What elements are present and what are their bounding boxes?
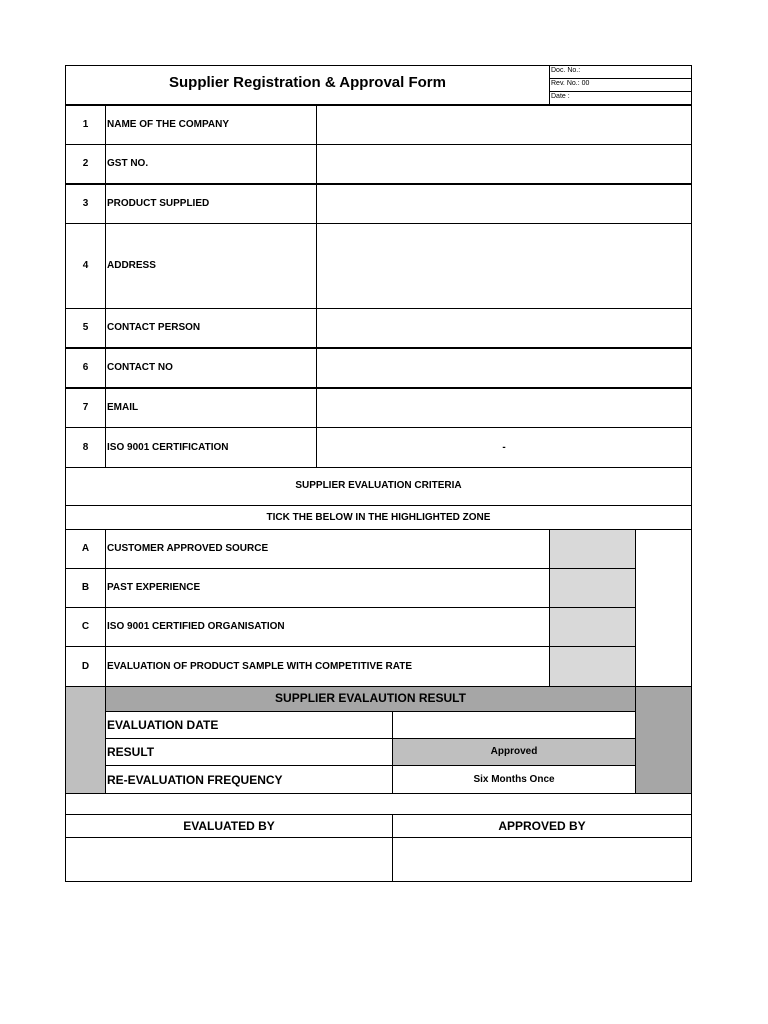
field-value-input[interactable] [316, 348, 692, 388]
criteria-label: PAST EXPERIENCE [107, 582, 201, 593]
field-value-input[interactable] [316, 427, 692, 468]
criteria-letter-cell [65, 607, 106, 647]
field-number-cell [65, 388, 106, 428]
criteria-letter-cell [65, 646, 106, 687]
criteria-label-cell [105, 568, 550, 608]
field-label-cell [105, 105, 317, 145]
field-label-cell [105, 427, 317, 468]
field-label: PRODUCT SUPPLIED [107, 198, 210, 209]
form-title: Supplier Registration & Approval Form [169, 74, 446, 91]
field-label: ADDRESS [107, 260, 156, 271]
criteria-tick-box[interactable] [549, 568, 636, 608]
result-heading: SUPPLIER EVALAUTION RESULT [275, 691, 466, 705]
result-value-input[interactable] [392, 738, 636, 766]
field-label: CONTACT NO [107, 362, 173, 373]
evaluated-by-signature-cell[interactable] [65, 837, 393, 882]
field-number: 8 [82, 441, 89, 453]
result-value-input[interactable] [392, 765, 636, 794]
criteria-label-cell [105, 646, 550, 687]
field-label-cell [105, 308, 317, 348]
result-label-cell [105, 765, 393, 794]
field-number: 7 [82, 402, 89, 413]
field-number: 5 [82, 322, 89, 333]
field-number: 1 [82, 119, 89, 130]
date-label: Date : [551, 93, 570, 100]
field-label: ISO 9001 CERTIFICATION [107, 441, 229, 453]
criteria-letter-cell [65, 568, 106, 608]
field-label: CONTACT PERSON [107, 322, 201, 333]
field-label-cell [105, 144, 317, 184]
criteria-heading-cell [65, 467, 692, 506]
field-value-input[interactable] [316, 184, 692, 224]
field-number-cell [65, 348, 106, 388]
criteria-letter: C [81, 621, 90, 632]
field-number-cell [65, 223, 106, 309]
criteria-label-cell [105, 607, 550, 647]
criteria-heading: SUPPLIER EVALUATION CRITERIA [295, 480, 462, 491]
field-value-input[interactable] [316, 105, 692, 145]
rev-no-label: Rev. No.: 00 [551, 80, 590, 87]
criteria-tick-box[interactable] [549, 607, 636, 647]
field-value: - [502, 441, 506, 453]
field-label-cell [105, 348, 317, 388]
result-label: RESULT [107, 745, 155, 759]
field-label: NAME OF THE COMPANY [107, 119, 230, 130]
criteria-letter: B [81, 582, 90, 593]
result-label: RE-EVALUATION FREQUENCY [107, 772, 283, 787]
field-number: 3 [82, 198, 89, 209]
result-label-cell [105, 738, 393, 766]
result-label: EVALUATION DATE [107, 718, 219, 732]
result-left-band [65, 686, 106, 794]
result-label-cell [105, 711, 393, 739]
field-label-cell [105, 184, 317, 224]
criteria-label: CUSTOMER APPROVED SOURCE [107, 543, 269, 554]
result-value: Six Months Once [473, 773, 555, 785]
field-number-cell [65, 105, 106, 145]
field-number-cell [65, 184, 106, 224]
criteria-blank-column [635, 529, 692, 687]
field-number-cell [65, 308, 106, 348]
field-number: 2 [82, 158, 89, 169]
criteria-tick-box[interactable] [549, 529, 636, 569]
evaluated-by-header-cell [65, 814, 393, 838]
criteria-instruction: TICK THE BELOW IN THE HIGHLIGHTED ZONE [266, 512, 491, 523]
rev-no-cell[interactable] [549, 78, 692, 92]
criteria-letter: D [81, 660, 90, 672]
criteria-label: ISO 9001 CERTIFIED ORGANISATION [107, 621, 285, 632]
spacer-row [65, 793, 692, 815]
title-cell [65, 65, 550, 105]
field-number: 6 [82, 362, 89, 373]
field-value-input[interactable] [316, 308, 692, 348]
field-label: EMAIL [107, 402, 139, 413]
criteria-tick-box[interactable] [549, 646, 636, 687]
result-heading-cell [105, 686, 636, 712]
date-cell[interactable] [549, 91, 692, 105]
result-value-input[interactable] [392, 711, 636, 739]
approved-by-label: APPROVED BY [498, 819, 586, 833]
field-label-cell [105, 223, 317, 309]
doc-no-label: Doc. No.: [551, 67, 581, 74]
field-number: 4 [82, 260, 89, 271]
doc-no-cell[interactable] [549, 65, 692, 79]
field-value-input[interactable] [316, 388, 692, 428]
evaluated-by-label: EVALUATED BY [183, 819, 275, 833]
criteria-letter: A [81, 543, 90, 554]
field-value-input[interactable] [316, 144, 692, 184]
result-value: Approved [490, 746, 538, 757]
criteria-label-cell [105, 529, 550, 569]
criteria-label: EVALUATION OF PRODUCT SAMPLE WITH COMPETITIVE RATE [107, 660, 412, 672]
field-label-cell [105, 388, 317, 428]
result-right-band [635, 686, 692, 794]
field-number-cell [65, 427, 106, 468]
approved-by-header-cell [392, 814, 692, 838]
field-label: GST NO. [107, 158, 149, 169]
field-value-input[interactable] [316, 223, 692, 309]
criteria-instruction-cell [65, 505, 692, 530]
criteria-letter-cell [65, 529, 106, 569]
approved-by-signature-cell[interactable] [392, 837, 692, 882]
field-number-cell [65, 144, 106, 184]
